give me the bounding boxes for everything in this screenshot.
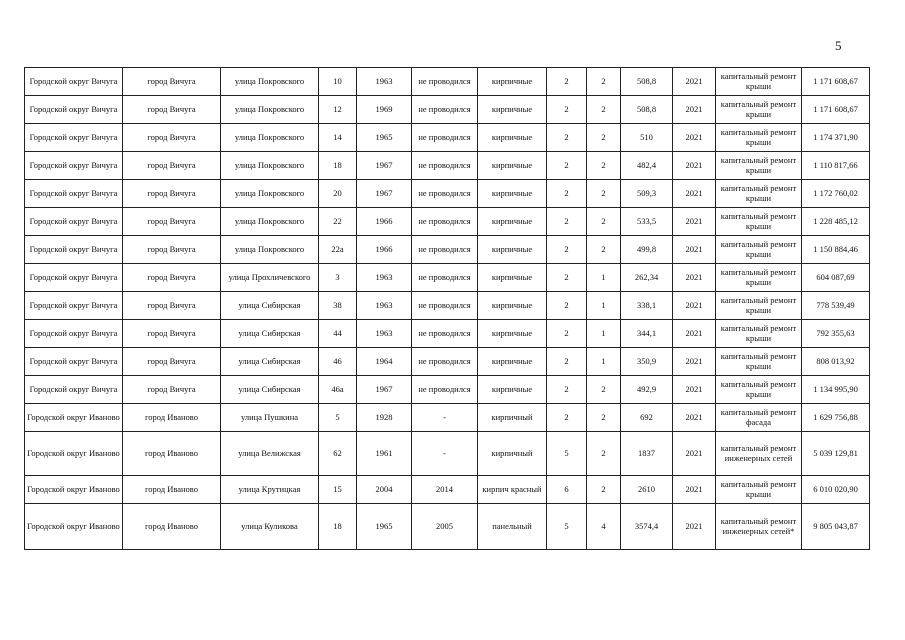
cost-cell: 808 013,92 xyxy=(802,348,870,376)
cost-cell: 1 171 608,67 xyxy=(802,68,870,96)
municipality-cell: Городской округ Вичуга xyxy=(25,124,123,152)
work-type-cell: капитальный ремонт инженерных сетей* xyxy=(716,504,802,550)
cost-cell: 1 629 756,88 xyxy=(802,404,870,432)
wall-material-cell: кирпичные xyxy=(478,348,547,376)
settlement-cell: город Вичуга xyxy=(123,292,221,320)
municipality-cell: Городской округ Вичуга xyxy=(25,208,123,236)
cost-cell: 9 805 043,87 xyxy=(802,504,870,550)
plan-year-cell: 2021 xyxy=(673,432,716,476)
settlement-cell: город Вичуга xyxy=(123,348,221,376)
house-number-cell: 44 xyxy=(319,320,357,348)
settlement-cell: город Вичуга xyxy=(123,152,221,180)
entrances-cell: 1 xyxy=(587,292,621,320)
entrances-cell: 2 xyxy=(587,376,621,404)
entrances-cell: 1 xyxy=(587,320,621,348)
work-type-cell: капитальный ремонт крыши xyxy=(716,292,802,320)
table-row xyxy=(25,236,870,264)
area-cell: 350,9 xyxy=(621,348,673,376)
entrances-cell: 2 xyxy=(587,180,621,208)
table-row xyxy=(25,320,870,348)
street-cell: улица Покровского xyxy=(221,180,319,208)
cost-cell: 1 134 995,90 xyxy=(802,376,870,404)
table-row xyxy=(25,292,870,320)
settlement-cell: город Иваново xyxy=(123,476,221,504)
area-cell: 499,8 xyxy=(621,236,673,264)
wall-material-cell: кирпичные xyxy=(478,68,547,96)
area-cell: 509,3 xyxy=(621,180,673,208)
table-row xyxy=(25,96,870,124)
municipality-cell: Городской округ Вичуга xyxy=(25,292,123,320)
plan-year-cell: 2021 xyxy=(673,236,716,264)
street-cell: улица Прохличевского xyxy=(221,264,319,292)
municipality-cell: Городской округ Иваново xyxy=(25,476,123,504)
cost-cell: 778 539,49 xyxy=(802,292,870,320)
floors-cell: 2 xyxy=(547,404,587,432)
floors-cell: 2 xyxy=(547,236,587,264)
street-cell: улица Велижская xyxy=(221,432,319,476)
settlement-cell: город Вичуга xyxy=(123,376,221,404)
wall-material-cell: кирпичные xyxy=(478,264,547,292)
wall-material-cell: кирпичные xyxy=(478,180,547,208)
entrances-cell: 2 xyxy=(587,152,621,180)
house-number-cell: 14 xyxy=(319,124,357,152)
floors-cell: 5 xyxy=(547,432,587,476)
house-number-cell: 46а xyxy=(319,376,357,404)
plan-year-cell: 2021 xyxy=(673,404,716,432)
area-cell: 1837 xyxy=(621,432,673,476)
street-cell: улица Куликова xyxy=(221,504,319,550)
table-row xyxy=(25,208,870,236)
area-cell: 3574,4 xyxy=(621,504,673,550)
settlement-cell: город Вичуга xyxy=(123,208,221,236)
municipality-cell: Городской округ Вичуга xyxy=(25,96,123,124)
table-row xyxy=(25,432,870,476)
street-cell: улица Крутицкая xyxy=(221,476,319,504)
work-type-cell: капитальный ремонт крыши xyxy=(716,96,802,124)
house-number-cell: 22а xyxy=(319,236,357,264)
cost-cell: 1 172 760,02 xyxy=(802,180,870,208)
settlement-cell: город Вичуга xyxy=(123,124,221,152)
work-type-cell: капитальный ремонт крыши xyxy=(716,320,802,348)
plan-year-cell: 2021 xyxy=(673,124,716,152)
cost-cell: 792 355,63 xyxy=(802,320,870,348)
settlement-cell: город Вичуга xyxy=(123,236,221,264)
year-built-cell: 1963 xyxy=(357,320,412,348)
year-built-cell: 1967 xyxy=(357,180,412,208)
table-row xyxy=(25,124,870,152)
entrances-cell: 2 xyxy=(587,404,621,432)
work-type-cell: капитальный ремонт фасада xyxy=(716,404,802,432)
work-type-cell: капитальный ремонт крыши xyxy=(716,264,802,292)
work-type-cell: капитальный ремонт крыши xyxy=(716,124,802,152)
last-repair-cell: не проводился xyxy=(412,292,478,320)
floors-cell: 2 xyxy=(547,320,587,348)
wall-material-cell: кирпичные xyxy=(478,124,547,152)
municipality-cell: Городской округ Вичуга xyxy=(25,180,123,208)
entrances-cell: 2 xyxy=(587,476,621,504)
area-cell: 508,8 xyxy=(621,96,673,124)
cost-cell: 5 039 129,81 xyxy=(802,432,870,476)
entrances-cell: 2 xyxy=(587,124,621,152)
entrances-cell: 2 xyxy=(587,208,621,236)
year-built-cell: 1967 xyxy=(357,376,412,404)
street-cell: улица Покровского xyxy=(221,208,319,236)
cost-cell: 6 010 020,90 xyxy=(802,476,870,504)
last-repair-cell: не проводился xyxy=(412,152,478,180)
last-repair-cell: не проводился xyxy=(412,208,478,236)
municipality-cell: Городской округ Иваново xyxy=(25,504,123,550)
floors-cell: 2 xyxy=(547,376,587,404)
settlement-cell: город Иваново xyxy=(123,404,221,432)
floors-cell: 2 xyxy=(547,68,587,96)
page-number: 5 xyxy=(835,38,842,53)
settlement-cell: город Вичуга xyxy=(123,320,221,348)
wall-material-cell: кирпичный xyxy=(478,432,547,476)
last-repair-cell: не проводился xyxy=(412,68,478,96)
work-type-cell: капитальный ремонт крыши xyxy=(716,208,802,236)
house-number-cell: 3 xyxy=(319,264,357,292)
wall-material-cell: кирпичные xyxy=(478,292,547,320)
house-number-cell: 18 xyxy=(319,504,357,550)
street-cell: улица Сибирская xyxy=(221,348,319,376)
entrances-cell: 1 xyxy=(587,264,621,292)
house-number-cell: 38 xyxy=(319,292,357,320)
year-built-cell: 1963 xyxy=(357,264,412,292)
plan-year-cell: 2021 xyxy=(673,504,716,550)
entrances-cell: 2 xyxy=(587,68,621,96)
table-row xyxy=(25,264,870,292)
municipality-cell: Городской округ Вичуга xyxy=(25,68,123,96)
area-cell: 344,1 xyxy=(621,320,673,348)
year-built-cell: 1966 xyxy=(357,236,412,264)
area-cell: 510 xyxy=(621,124,673,152)
street-cell: улица Покровского xyxy=(221,236,319,264)
year-built-cell: 1963 xyxy=(357,292,412,320)
plan-year-cell: 2021 xyxy=(673,320,716,348)
municipality-cell: Городской округ Вичуга xyxy=(25,376,123,404)
floors-cell: 2 xyxy=(547,208,587,236)
municipality-cell: Городской округ Вичуга xyxy=(25,348,123,376)
wall-material-cell: кирпичный xyxy=(478,404,547,432)
house-number-cell: 5 xyxy=(319,404,357,432)
table-row xyxy=(25,180,870,208)
table-row xyxy=(25,376,870,404)
cost-cell: 1 228 485,12 xyxy=(802,208,870,236)
wall-material-cell: кирпичные xyxy=(478,376,547,404)
street-cell: улица Пушкина xyxy=(221,404,319,432)
municipality-cell: Городской округ Вичуга xyxy=(25,264,123,292)
cost-cell: 1 110 817,66 xyxy=(802,152,870,180)
plan-year-cell: 2021 xyxy=(673,292,716,320)
entrances-cell: 2 xyxy=(587,96,621,124)
area-cell: 262,34 xyxy=(621,264,673,292)
house-number-cell: 22 xyxy=(319,208,357,236)
house-number-cell: 15 xyxy=(319,476,357,504)
settlement-cell: город Вичуга xyxy=(123,180,221,208)
municipality-cell: Городской округ Вичуга xyxy=(25,236,123,264)
street-cell: улица Покровского xyxy=(221,68,319,96)
year-built-cell: 1928 xyxy=(357,404,412,432)
house-number-cell: 46 xyxy=(319,348,357,376)
entrances-cell: 1 xyxy=(587,348,621,376)
area-cell: 482,4 xyxy=(621,152,673,180)
table-row xyxy=(25,152,870,180)
last-repair-cell: - xyxy=(412,432,478,476)
wall-material-cell: кирпичные xyxy=(478,96,547,124)
table-row xyxy=(25,348,870,376)
floors-cell: 5 xyxy=(547,504,587,550)
last-repair-cell: не проводился xyxy=(412,180,478,208)
plan-year-cell: 2021 xyxy=(673,208,716,236)
last-repair-cell: не проводился xyxy=(412,320,478,348)
cost-cell: 604 087,69 xyxy=(802,264,870,292)
entrances-cell: 2 xyxy=(587,432,621,476)
street-cell: улица Покровского xyxy=(221,124,319,152)
cost-cell: 1 171 608,67 xyxy=(802,96,870,124)
floors-cell: 2 xyxy=(547,348,587,376)
wall-material-cell: панельный xyxy=(478,504,547,550)
house-number-cell: 10 xyxy=(319,68,357,96)
last-repair-cell: не проводился xyxy=(412,348,478,376)
year-built-cell: 1967 xyxy=(357,152,412,180)
work-type-cell: капитальный ремонт крыши xyxy=(716,348,802,376)
house-number-cell: 20 xyxy=(319,180,357,208)
plan-year-cell: 2021 xyxy=(673,68,716,96)
house-number-cell: 12 xyxy=(319,96,357,124)
area-cell: 492,9 xyxy=(621,376,673,404)
wall-material-cell: кирпич красный xyxy=(478,476,547,504)
year-built-cell: 1965 xyxy=(357,504,412,550)
last-repair-cell: 2014 xyxy=(412,476,478,504)
street-cell: улица Покровского xyxy=(221,152,319,180)
work-type-cell: капитальный ремонт крыши xyxy=(716,376,802,404)
table-row xyxy=(25,68,870,96)
settlement-cell: город Вичуга xyxy=(123,264,221,292)
last-repair-cell: - xyxy=(412,404,478,432)
year-built-cell: 1961 xyxy=(357,432,412,476)
year-built-cell: 1964 xyxy=(357,348,412,376)
settlement-cell: город Иваново xyxy=(123,504,221,550)
table-row xyxy=(25,504,870,550)
work-type-cell: капитальный ремонт крыши xyxy=(716,180,802,208)
municipality-cell: Городской округ Иваново xyxy=(25,432,123,476)
floors-cell: 2 xyxy=(547,264,587,292)
work-type-cell: капитальный ремонт крыши xyxy=(716,236,802,264)
table-row xyxy=(25,476,870,504)
year-built-cell: 1969 xyxy=(357,96,412,124)
area-cell: 2610 xyxy=(621,476,673,504)
last-repair-cell: не проводился xyxy=(412,124,478,152)
settlement-cell: город Вичуга xyxy=(123,96,221,124)
municipality-cell: Городской округ Вичуга xyxy=(25,152,123,180)
year-built-cell: 1966 xyxy=(357,208,412,236)
house-number-cell: 62 xyxy=(319,432,357,476)
settlement-cell: город Иваново xyxy=(123,432,221,476)
plan-year-cell: 2021 xyxy=(673,152,716,180)
entrances-cell: 2 xyxy=(587,236,621,264)
floors-cell: 6 xyxy=(547,476,587,504)
housing-repair-table xyxy=(24,67,870,550)
floors-cell: 2 xyxy=(547,180,587,208)
cost-cell: 1 174 371,90 xyxy=(802,124,870,152)
entrances-cell: 4 xyxy=(587,504,621,550)
area-cell: 692 xyxy=(621,404,673,432)
cost-cell: 1 150 884,46 xyxy=(802,236,870,264)
wall-material-cell: кирпичные xyxy=(478,320,547,348)
settlement-cell: город Вичуга xyxy=(123,68,221,96)
street-cell: улица Сибирская xyxy=(221,292,319,320)
floors-cell: 2 xyxy=(547,124,587,152)
house-number-cell: 18 xyxy=(319,152,357,180)
area-cell: 338,1 xyxy=(621,292,673,320)
area-cell: 508,8 xyxy=(621,68,673,96)
last-repair-cell: 2005 xyxy=(412,504,478,550)
last-repair-cell: не проводился xyxy=(412,96,478,124)
street-cell: улица Покровского xyxy=(221,96,319,124)
area-cell: 533,5 xyxy=(621,208,673,236)
last-repair-cell: не проводился xyxy=(412,376,478,404)
plan-year-cell: 2021 xyxy=(673,376,716,404)
municipality-cell: Городской округ Иваново xyxy=(25,404,123,432)
work-type-cell: капитальный ремонт инженерных сетей xyxy=(716,432,802,476)
year-built-cell: 1965 xyxy=(357,124,412,152)
work-type-cell: капитальный ремонт крыши xyxy=(716,476,802,504)
plan-year-cell: 2021 xyxy=(673,476,716,504)
municipality-cell: Городской округ Вичуга xyxy=(25,320,123,348)
last-repair-cell: не проводился xyxy=(412,264,478,292)
plan-year-cell: 2021 xyxy=(673,96,716,124)
wall-material-cell: кирпичные xyxy=(478,152,547,180)
floors-cell: 2 xyxy=(547,292,587,320)
table-row xyxy=(25,404,870,432)
street-cell: улица Сибирская xyxy=(221,320,319,348)
wall-material-cell: кирпичные xyxy=(478,236,547,264)
last-repair-cell: не проводился xyxy=(412,236,478,264)
floors-cell: 2 xyxy=(547,96,587,124)
plan-year-cell: 2021 xyxy=(673,348,716,376)
plan-year-cell: 2021 xyxy=(673,180,716,208)
street-cell: улица Сибирская xyxy=(221,376,319,404)
year-built-cell: 1963 xyxy=(357,68,412,96)
floors-cell: 2 xyxy=(547,152,587,180)
work-type-cell: капитальный ремонт крыши xyxy=(716,68,802,96)
work-type-cell: капитальный ремонт крыши xyxy=(716,152,802,180)
year-built-cell: 2004 xyxy=(357,476,412,504)
wall-material-cell: кирпичные xyxy=(478,208,547,236)
plan-year-cell: 2021 xyxy=(673,264,716,292)
